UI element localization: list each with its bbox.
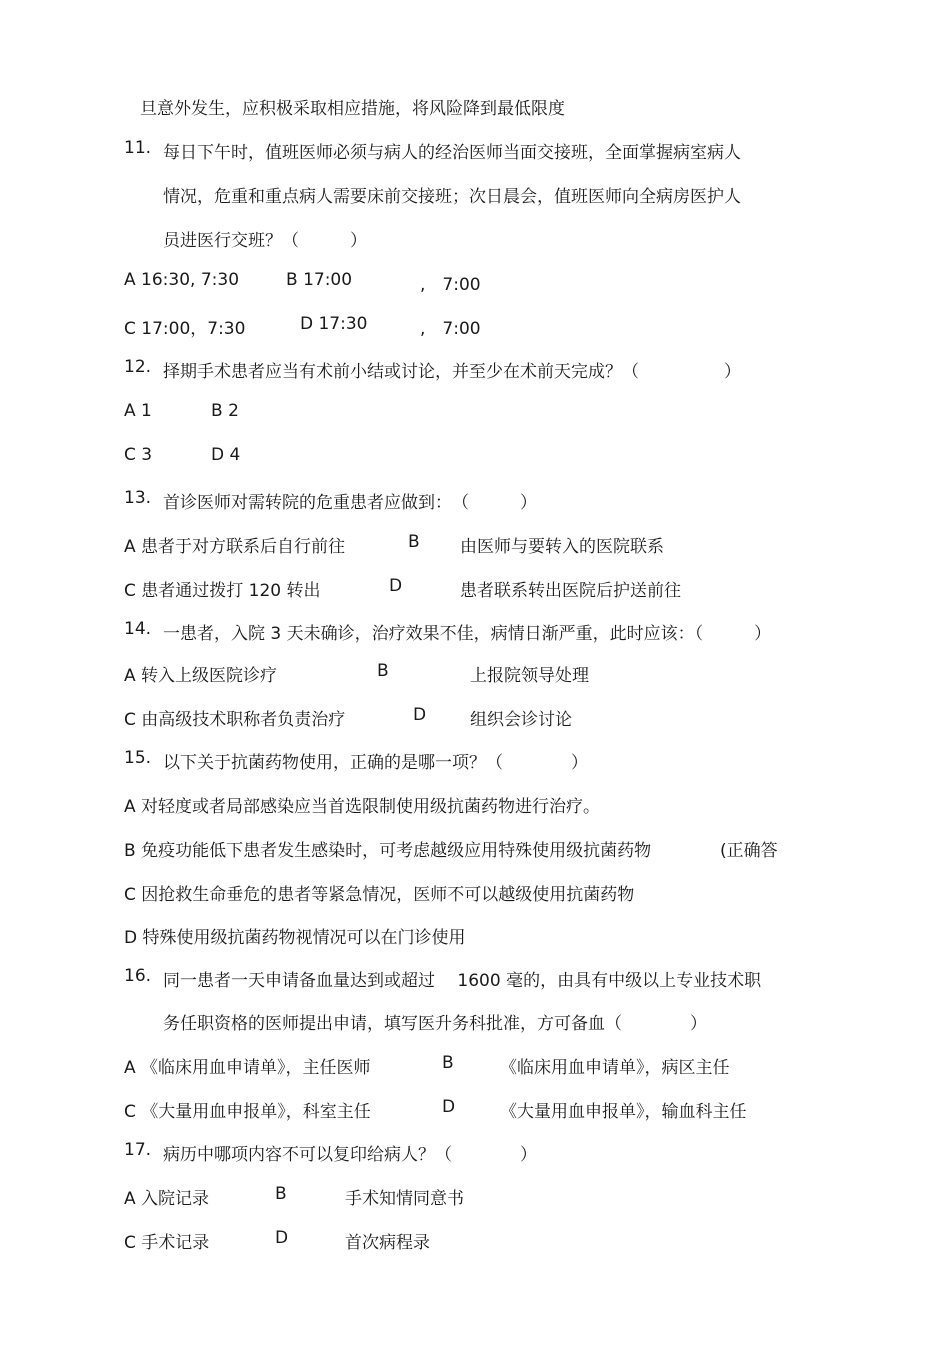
option-b-text: 上报院领导处理 <box>470 666 589 686</box>
option-c: C 因抢救生命垂危的患者等紧急情况，医师不可以越级使用抗菌药物 <box>124 885 635 905</box>
option-d: D <box>413 705 427 725</box>
question-text-line: 每日下午时，值班医师必须与病人的经治医师当面交接班，全面掌握病室病人 <box>163 143 741 163</box>
question-text-line: 员进医行交班？（ ） <box>163 231 367 251</box>
option-b: B 17:00 <box>286 270 353 290</box>
option-b-text: 手术知情同意书 <box>345 1189 464 1209</box>
option-b-text: 由医师与要转入的医院联系 <box>460 537 664 557</box>
option-b: B <box>408 532 420 552</box>
option-d: D 4 <box>211 445 241 465</box>
option-d-text: 首次病程录 <box>345 1233 430 1253</box>
option-a: A 转入上级医院诊疗 <box>124 666 278 686</box>
option-c: C 由高级技术职称者负责治疗 <box>124 710 346 730</box>
option-d: D 17:30 <box>300 314 368 334</box>
option-b: B 免疫功能低下患者发生感染时，可考虑越级应用特殊使用级抗菌药物 <box>124 841 652 861</box>
option-c: C 《大量用血申报单》，科室主任 <box>124 1102 371 1122</box>
question-text-line: 同一患者一天申请备血量达到或超过 1600 毫的，由具有中级以上专业技术职 <box>163 971 762 991</box>
option-a: A 《临床用血申请单》，主任医师 <box>124 1058 371 1078</box>
question-number: 17. <box>124 1140 152 1160</box>
option-b: B <box>377 661 389 681</box>
option-d: D <box>389 576 403 596</box>
question-text-line: 一患者，入院 3 天未确诊，治疗效果不佳，病情日渐严重，此时应该：（ ） <box>163 624 772 644</box>
option-b-tail: , 7:00 <box>420 275 481 295</box>
option-a: A 1 <box>124 401 152 421</box>
question-text-line: 首诊医师对需转院的危重患者应做到： （ ） <box>163 493 537 513</box>
option-d: D 特殊使用级抗菌药物视情况可以在门诊使用 <box>124 928 466 948</box>
question-number: 12. <box>124 357 152 377</box>
intro-tail-text: 旦意外发生，应积极采取相应措施，将风险降到最低限度 <box>140 99 565 119</box>
option-a: A 16:30, 7:30 <box>124 270 240 290</box>
option-c: C 患者通过拨打 120 转出 <box>124 581 321 601</box>
option-d: D <box>275 1228 289 1248</box>
option-b: B <box>275 1184 287 1204</box>
option-b: B 2 <box>211 401 239 421</box>
option-b-text: 《临床用血申请单》，病区主任 <box>500 1058 730 1078</box>
answer-note: (正确答 <box>720 841 778 861</box>
option-c: C 手术记录 <box>124 1233 210 1253</box>
question-text-line: 务任职资格的医师提出申请，填写医升务科批准，方可备血（ ） <box>163 1014 707 1034</box>
question-text-line: 情况，危重和重点病人需要床前交接班；次日晨会，值班医师向全病房医护人 <box>163 187 741 207</box>
question-number: 11. <box>124 138 152 158</box>
option-d: D <box>442 1097 456 1117</box>
question-text-line: 以下关于抗菌药物使用，正确的是哪一项？（ ） <box>163 753 588 773</box>
question-text-line: 病历中哪项内容不可以复印给病人？（ ） <box>163 1145 537 1165</box>
question-number: 14. <box>124 619 152 639</box>
option-d-tail: , 7:00 <box>420 319 481 339</box>
option-d-text: 《大量用血申报单》，输血科主任 <box>500 1102 747 1122</box>
option-c: C 17:00，7:30 <box>124 319 246 339</box>
question-number: 13. <box>124 488 152 508</box>
option-a: A 对轻度或者局部感染应当首选限制使用级抗菌药物进行治疗。 <box>124 797 601 817</box>
question-number: 16. <box>124 966 152 986</box>
question-number: 15. <box>124 748 152 768</box>
option-a: A 患者于对方联系后自行前往 <box>124 537 346 557</box>
option-b: B <box>442 1053 454 1073</box>
option-d-text: 患者联系转出医院后护送前往 <box>460 581 681 601</box>
option-c: C 3 <box>124 445 153 465</box>
question-text-line: 择期手术患者应当有术前小结或讨论，并至少在术前天完成？（ ） <box>163 362 741 382</box>
option-a: A 入院记录 <box>124 1189 210 1209</box>
option-d-text: 组织会诊讨论 <box>470 710 572 730</box>
